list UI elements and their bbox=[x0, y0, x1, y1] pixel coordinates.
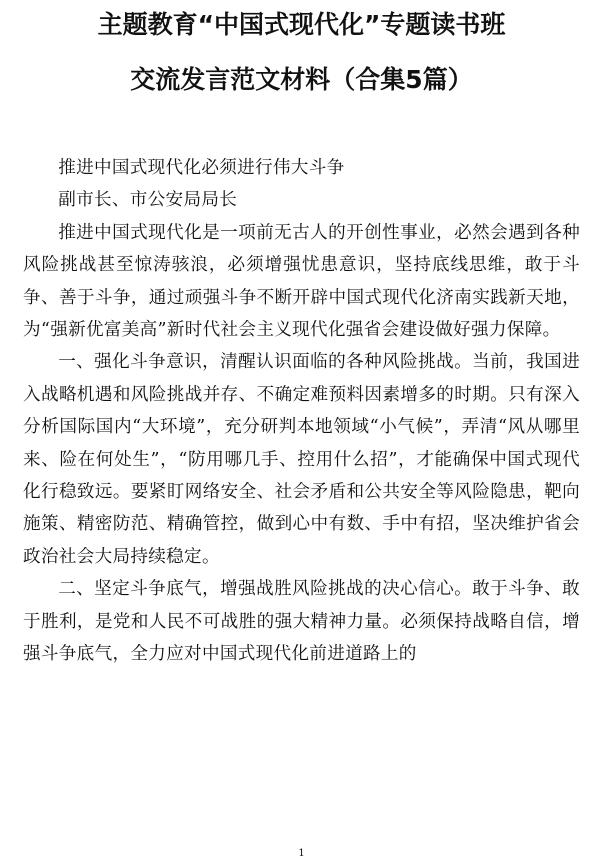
page-number: 1 bbox=[298, 848, 305, 859]
document-title-line-1: 主题教育“中国式现代化”专题读书班 bbox=[97, 10, 506, 39]
author-line: 副市长、市公安局局长 bbox=[58, 190, 238, 211]
body-paragraph: 推进中国式现代化是一项前无古人的开创性事业，必然会遇到各种风险挑战甚至惊涛骇浪，必须增强忧患意识，坚持底线思维，敢于斗争、善于斗争，通过顽强斗争不断开辟中国式现代化济南实践新天地，为“强新优富美高”新时代社会主义现代化强省会建设做好强力保障。 bbox=[23, 222, 580, 341]
document-body bbox=[23, 152, 580, 671]
body-paragraph: 一、强化斗争意识，清醒认识面临的各种风险挑战。当前，我国进入战略机遇和风险挑战并存、不确定难预料因素增多的时期。只有深入分析国际国内“大环境”，充分研判本地领域“小气候”，弄清“风从哪里来、险在何处生”，“防用哪几手、控用什么招”，才能确保中国式现代化行稳致远。要紧盯网络安全、社会矛盾和公共安全等风险隐患，靶向施策、精密防范、精确管控，做到心中有数、手中有招，坚决维护省会政治社会大局持续稳定。 bbox=[23, 352, 580, 567]
section-heading: 推进中国式现代化必须进行伟大斗争 bbox=[58, 158, 345, 178]
body-paragraph: 二、坚定斗争底气，增强战胜风险挑战的决心信心。敢于斗争、敢于胜利，是党和人民不可战胜的强大精神力量。必须保持战略自信，增强斗争底气，全力应对中国式现代化前进道路上的 bbox=[23, 579, 580, 665]
document-title-line-2: 交流发言范文材料（合集5篇） bbox=[130, 65, 473, 94]
